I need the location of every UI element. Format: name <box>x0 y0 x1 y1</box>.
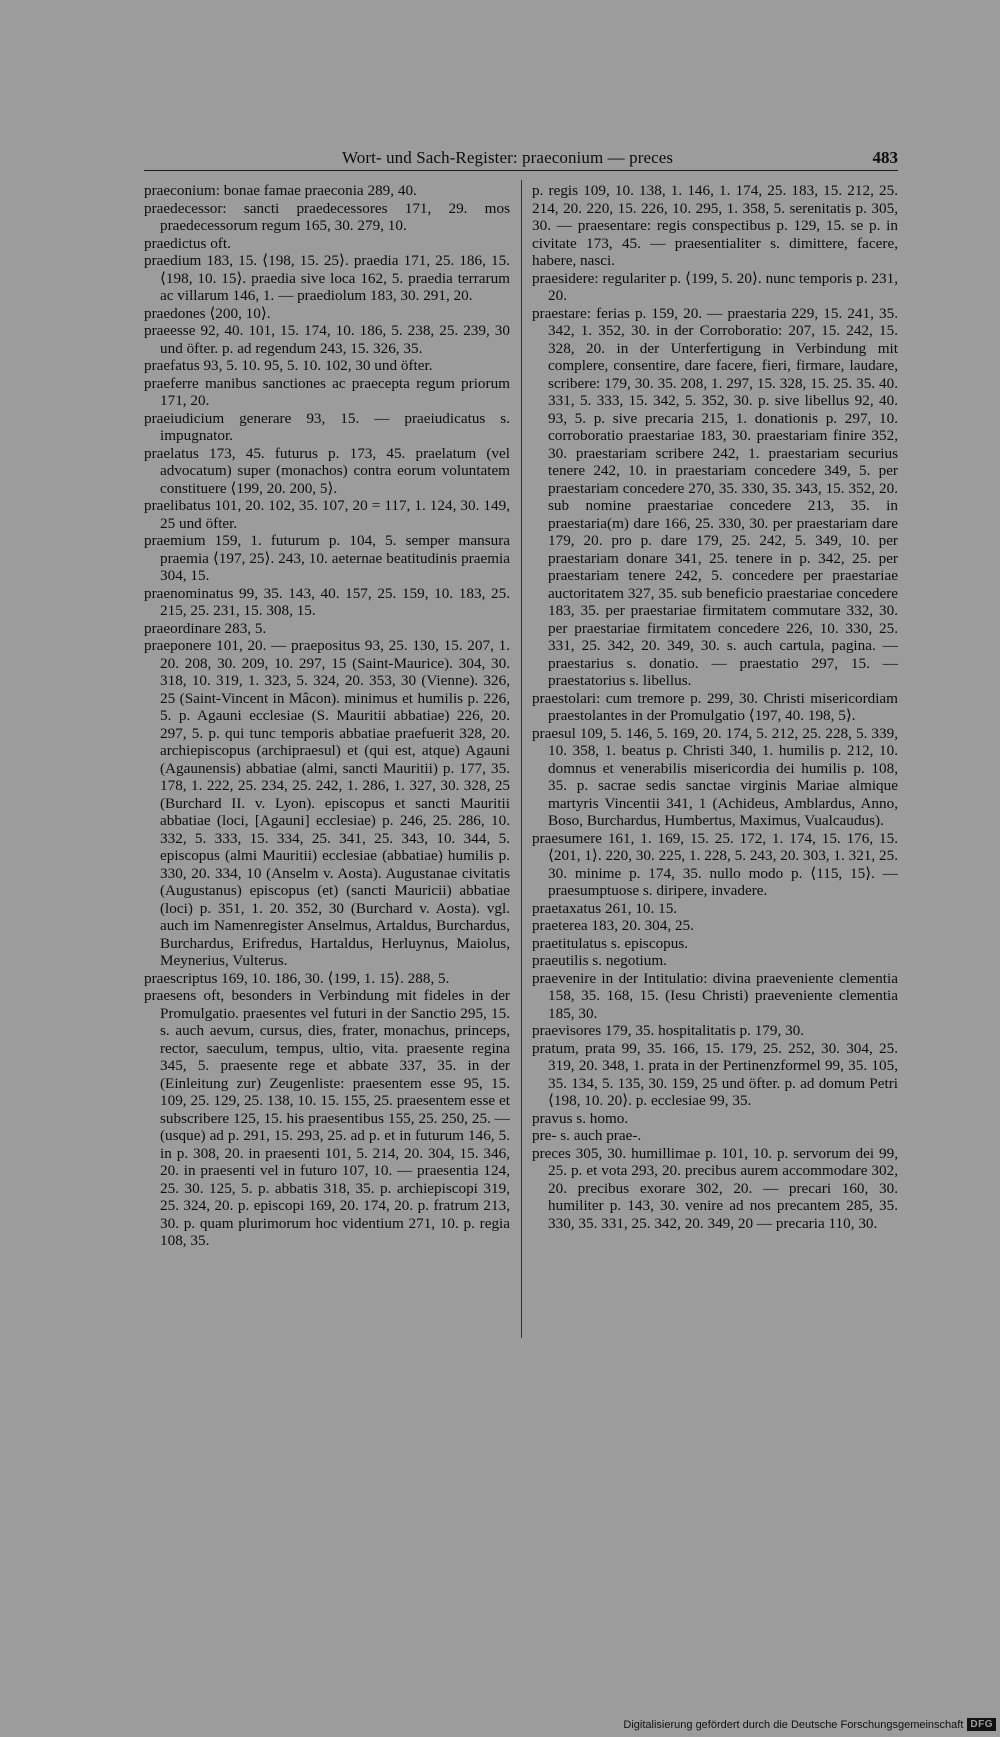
index-entry-praedones: praedones ⟨200, 10⟩. <box>144 304 271 322</box>
funding-footer <box>623 1718 996 1731</box>
index-entry-praeiudicium: praeiudicium generare 93, 15. — praeiudicatus s. impugnator. <box>144 409 510 444</box>
index-entry-praedium: praedium 183, 15. ⟨198, 15. 25⟩. praedia 171, 25. 186, 15. ⟨198, 10. 15⟩. praedia sive loca 162, 5. praedia terrarum ac villarum 146, 1. — praediolum 183, 30. 291, 20. <box>144 252 510 304</box>
index-entry-praedecessor: praedecessor: sancti praedecessores 171, 29. mos praedecessorum regum 165, 30. 279, 10. <box>144 199 510 234</box>
index-entry-praesens-continued: p. regis 109, 10. 138, 1. 146, 1. 174, 25. 183, 15. 212, 25. 214, 20. 220, 15. 226, 10. 295, 1. 358, 5. serenitatis p. 305, 30. — praesentare: regis conspectibus p. 129, 15. se p. in civitate 173, 45. — praesentialiter s. dimittere, facere, habere, nasci. <box>532 182 898 269</box>
header-rule <box>144 170 898 171</box>
index-entry-praetaxatus: praetaxatus 261, 10. 15. <box>532 899 678 917</box>
funding-notice: Digitalisierung gefördert durch die Deutsche Forschungsgemeinschaft <box>623 1718 964 1731</box>
index-entry-praevenire: praevenire in der Intitulatio: divina praeveniente clementia 158, 35. 168, 15. (Iesu Christi) praeveniente clementia 185, 30. <box>532 969 898 1022</box>
index-entry-praeterea: praeterea 183, 20. 304, 25. <box>532 917 694 934</box>
index-entry-pravus: pravus s. homo. <box>532 1109 629 1127</box>
index-entry-praeponere: praeponere 101, 20. — praepositus 93, 25. 130, 15. 207, 1. 20. 208, 30. 209, 10. 297, 15 (Saint-Maurice). 304, 30. 318, 10. 319, 1. 323, 5. 324, 20. 353, 30 (Vienne). 326, 25 (Saint-Vincent in Mâcon). minimus et humilis p. 226, 5. p. Agauni ecclesiae (S. Mauritii abbatiae) 226, 20. 297, 5. p. qui tunc temporis abbatiae praefuerit 328, 20. archiepiscopus (archipraesul) et (qui est, atque) Agauni (Agaunensis) abbatiae (almi, sancti Mauritii) p. 177, 35. 178, 1. 222, 25. 234, 25. 242, 1. 286, 1. 327, 30. 328, 25 (Burchard II. v. Lyon). episcopus et sancti Mauritii abbatiae (loci, [Agauni] ecclesiae) p. 246, 25. 286, 10. 332, 5. 333, 15. 334, 25. 341, 25. 343, 10. 344, 5. episcopus (almi Mauritii) ecclesiae (abbatiae) humilis p. 330, 20. 334, 10 (Anselm v. Aosta). Augustanae civitatis (Augustanus) episcopus (et) (sancti Mauricii) abbatiae (loci) p. 351, 1. 20. 352, 30 (Burchard v. Aosta). vgl. auch im Namenregister Anselmus, Artaldus, Burchardus, Burchardus, Erifredus, Hartaldus, Herluynus, Maiolus, Meynerius, Vulterus. <box>144 637 510 969</box>
dfg-logo-icon: DFG <box>967 1718 996 1731</box>
index-entry-praeutilis: praeutilis s. negotium. <box>532 952 667 969</box>
index-entry-praevisores: praevisores 179, 35. hospitalitatis p. 179, 30. <box>532 1022 805 1039</box>
index-entry-praelibatus: praelibatus 101, 20. 102, 35. 107, 20 = 117, 1. 124, 30. 149, 25 und öfter. <box>144 497 510 532</box>
index-entry-praesumere: praesumere 161, 1. 169, 15. 25. 172, 1. 174, 15. 176, 15. ⟨201, 1⟩. 220, 30. 225, 1. 228, 5. 243, 20. 303, 1. 321, 25. 30. minime p. 174, 35. nullo modo p. ⟨115, 15⟩. — praesumptuose s. diripere, invadere. <box>532 829 898 899</box>
index-entry-praemium: praemium 159, 1. futurum p. 104, 5. semper mansura praemia ⟨197, 25⟩. 243, 10. aeternae beatitudinis praemia 304, 15. <box>144 532 510 584</box>
index-entry-praenominatus: praenominatus 99, 35. 143, 40. 157, 25. 159, 10. 183, 25. 215, 25. 231, 15. 308, 15. <box>144 584 510 619</box>
index-entry-praelatus: praelatus 173, 45. futurus p. 173, 45. praelatum (vel advocatum) super (monachos) contra eorum voluntatem constituere ⟨199, 20. 200, 5⟩. <box>144 444 510 497</box>
index-entry-praescriptus: praescriptus 169, 10. 186, 30. ⟨199, 1. 15⟩. 288, 5. <box>144 969 450 987</box>
index-entry-praetitulatus: praetitulatus s. episcopus. <box>532 934 689 952</box>
index-entry-praeferre: praeferre manibus sanctiones ac praecepta regum priorum 171, 20. <box>144 374 510 409</box>
index-entry-praesens: praesens oft, besonders in Verbindung mit fideles in der Promulgatio. praesentes vel futuri in der Sanctio 295, 15. s. auch aevum, cursus, dies, frater, monachus, princeps, rector, saeculum, tempus, ultio, vita. praesente regina 345, 5. praesente rege et abbate 337, 35. in der (Einleitung zur) Zeugenliste: praesentem esse 95, 15. 109, 25. 129, 25. 138, 10. 15. 155, 25. praesentem esse et subscribere 125, 15. his praesentibus 155, 25. 250, 25. — (usque) ad p. 291, 15. 293, 25. ad p. et in futurum 146, 5. in p. 308, 20. in praesenti 101, 5. 214, 20. 304, 15. 346, 20. in praesenti vel in futuro 107, 10. — praesentia 124, 25. 30. 125, 5. p. abbatis 318, 35. p. archiepiscopi 319, 25. 324, 20. p. episcopi 169, 20. 174, 20. p. fratrum 213, 30. p. quam plurimorum hoc videntium 271, 10. p. regia 108, 35. <box>144 987 510 1249</box>
index-entry-praeconium: praeconium: bonae famae praeconia 289, 40. <box>144 182 417 199</box>
index-entry-praestolari: praestolari: cum tremore p. 299, 30. Christi misericordiam praestolantes in der Promulgatio ⟨197, 40. 198, 5⟩. <box>532 689 898 724</box>
index-entry-praesidere: praesidere: regulariter p. ⟨199, 5. 20⟩. nunc temporis p. 231, 20. <box>532 269 898 304</box>
index-entry-pratum: pratum, prata 99, 35. 166, 15. 179, 25. 252, 30. 304, 25. 319, 20. 348, 1. prata in der Pertinenzformel 99, 35. 105, 35. 134, 5. 135, 30. 159, 25 und öfter. p. ad domum Petri ⟨198, 10. 20⟩. p. ecclesiae 99, 35. <box>532 1039 898 1109</box>
page-number: 483 <box>872 148 898 167</box>
left-column <box>144 182 510 1250</box>
index-entry-praestare: praestare: ferias p. 159, 20. — praestaria 229, 15. 241, 35. 342, 1. 352, 30. in der Corroboratio: 207, 15. 242, 15. 328, 20. in der Unterfertigung in Verbindung mit complere, consentire, dare facere, fieri, firmare, laudare, scribere: 179, 30. 35. 208, 1. 297, 15. 328, 15. 25. 35. 40. 331, 5. 333, 15. 342, 5. 352, 30. p. sive libellus 92, 40. 93, 5. p. sive precaria 215, 1. donationis p. 297, 10. corroboratio praestariae 183, 30. praestariam finire 352, 30. praestariam scribere 242, 1. praestariam securius tenere 242, 10. in praestariam concedere 349, 5. per praestariam concedere 270, 35. 330, 35. 343, 15. 352, 20. sub nomine praestariae concedere 213, 35. in praestaria(m) dare 166, 25. 330, 30. per praestariam dare 179, 20. pro p. dare 179, 25. 242, 5. 349, 10. per praestariam donare 341, 25. tenere in p. 342, 25. per praestariam tenere 242, 5. concedere per praestariae auctoritatem 327, 35. sub beneficio praestariae concedere 183, 35. per praestariae firmitatem commutare 332, 30. per praestariae firmitatem concedere 226, 10. 330, 25. 331, 25. 342, 20. 349, 30. s. auch cartula, pagina. — praestarius s. donatio. — praestatio 297, 15. — praestatorius s. libellus. <box>532 304 898 689</box>
page-header <box>144 148 898 170</box>
right-column <box>532 182 898 1232</box>
index-entry-praefatus: praefatus 93, 5. 10. 95, 5. 10. 102, 30 und öfter. <box>144 357 433 374</box>
column-divider <box>521 180 522 1338</box>
index-entry-praeesse: praeesse 92, 40. 101, 15. 174, 10. 186, 5. 238, 25. 239, 30 und öfter. p. ad regendum 243, 15. 326, 35. <box>144 322 510 357</box>
index-entry-pre: pre- s. auch prae-. <box>532 1127 642 1144</box>
index-entry-praedictus: praedictus oft. <box>144 234 231 252</box>
index-entry-praeordinare: praeordinare 283, 5. <box>144 619 267 637</box>
index-entry-preces: preces 305, 30. humillimae p. 101, 10. p. servorum dei 99, 25. p. et vota 293, 20. precibus aurem accommodare 302, 20. precibus exorare 302, 20. — precari 160, 30. humiliter p. 143, 30. venire ad nos precantem 285, 35. 330, 35. 331, 25. 342, 20. 349, 20 — precaria 110, 30. <box>532 1144 898 1232</box>
running-title: Wort- und Sach-Register: praeconium — preces <box>342 148 674 167</box>
index-entry-praesul: praesul 109, 5. 146, 5. 169, 20. 174, 5. 212, 25. 228, 5. 339, 10. 358, 1. beatus p. Christi 340, 1. humilis p. 212, 10. domnus et venerabilis misericordia dei humilis p. 108, 35. p. sacrae sedis sanctae virginis Mariae almique martyris Vincentii 341, 1 (Achideus, Amblardus, Anno, Boso, Burchardus, Humbertus, Maximus, Vualcaudus). <box>532 724 898 829</box>
